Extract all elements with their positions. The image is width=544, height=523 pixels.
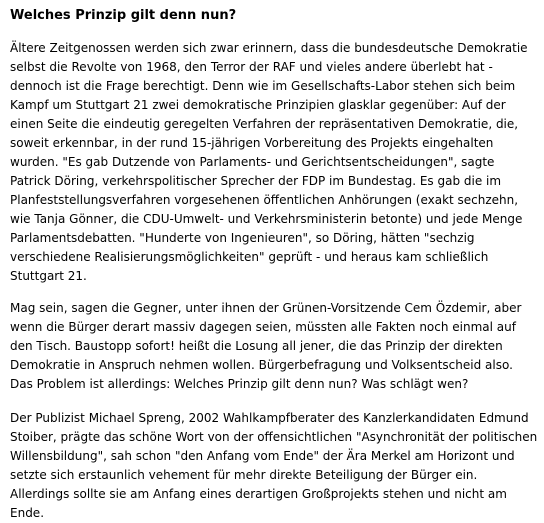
text-line: Der Publizist Michael Spreng, 2002 Wahlkampfberater des Kanzlerkandidaten Edmund bbox=[10, 411, 529, 425]
text-line: Stuttgart 21. bbox=[10, 269, 87, 283]
text-line: einen Seite die eindeutig geregelten Verfahren der repräsentativen Demokratie, die, bbox=[10, 117, 519, 131]
article-paragraph-3 bbox=[10, 409, 544, 523]
text-line: Patrick Döring, verkehrspolitischer Sprecher der FDP im Bundestag. Es gab die im bbox=[10, 174, 502, 188]
text-line: soweit erkennbar, in der rund 15-jährigen Vorbereitung des Projekts eingehalten bbox=[10, 136, 494, 150]
text-line: Stoiber, prägte das schöne Wort von der offensichtlichen "Asynchronität der politischen bbox=[10, 430, 538, 444]
text-line: wenn die Bürger derart massiv dagegen seien, müssten alle Fakten noch einmal auf bbox=[10, 320, 516, 334]
article-paragraph-2 bbox=[10, 299, 544, 394]
text-line: wie Tanja Gönner, die CDU-Umwelt- und Verkehrsministerin betonte) und jede Menge bbox=[10, 212, 523, 226]
text-line: setzte sich erstaunlich vehement für mehr direkte Beteiligung der Bürger ein. bbox=[10, 468, 478, 482]
text-line: Parlamentsdebatten. "Hunderte von Ingenieuren", so Döring, hätten "sechzig bbox=[10, 231, 475, 245]
text-line: Kampf um Stuttgart 21 zwei demokratische Prinzipien glasklar gegenüber: Auf der bbox=[10, 98, 506, 112]
text-line: Das Problem ist allerdings: Welches Prinzip gilt denn nun? Was schlägt wen? bbox=[10, 377, 469, 391]
text-line: Ende. bbox=[10, 506, 45, 520]
article-heading: Welches Prinzip gilt denn nun? bbox=[10, 8, 237, 23]
text-line: verschiedene Realisierungsmöglichkeiten" geprüft - und heraus kam schließlich bbox=[10, 250, 489, 264]
text-line: Allerdings sollte sie am Anfang eines derartigen Großprojekts stehen und nicht am bbox=[10, 487, 507, 501]
text-line: Mag sein, sagen die Gegner, unter ihnen der Grünen-Vorsitzende Cem Özdemir, aber bbox=[10, 301, 522, 315]
text-line: Demokratie in Anspruch nehmen wollen. Bürgerbefragung und Volksentscheid also. bbox=[10, 358, 513, 372]
text-line: Planfeststellungsverfahren vorgesehenen öffentlichen Anhörungen (exakt sechzehn, bbox=[10, 193, 519, 207]
text-line: dennoch ist die Frage berechtigt. Denn wie im Gesellschafts-Labor stehen sich beim bbox=[10, 79, 516, 93]
article bbox=[10, 8, 544, 523]
text-line: den Tisch. Baustopp sofort! heißt die Losung all jener, die das Prinzip der direkten bbox=[10, 339, 503, 353]
article-paragraph-1 bbox=[10, 39, 544, 286]
text-line: selbst die Revolte von 1968, den Terror der RAF und vieles andere überlebt hat - bbox=[10, 60, 493, 74]
text-line: Ältere Zeitgenossen werden sich zwar erinnern, dass die bundesdeutsche Demokratie bbox=[10, 41, 528, 55]
text-line: wurden. "Es gab Dutzende von Parlaments- und Gerichtsentscheidungen", sagte bbox=[10, 155, 495, 169]
text-line: Willensbildung", sah schon "den Anfang vom Ende" der Ära Merkel am Horizont und bbox=[10, 449, 515, 463]
